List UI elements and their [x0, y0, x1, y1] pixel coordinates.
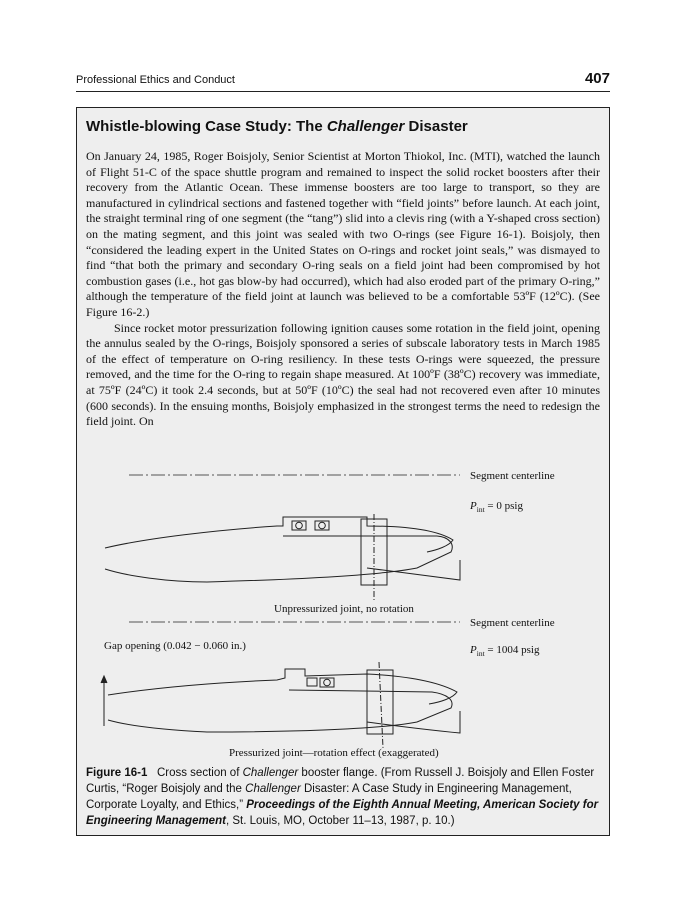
caption-proceedings: Proceedings of the Eighth Annual Meeting, American Society for Engineering Management	[86, 799, 599, 827]
bottom-pressure-symbol: P	[470, 644, 477, 656]
caption-text-4: , St. Louis, MO, October 11–13, 1987, p. 10.)	[225, 815, 455, 827]
top-pressure-subscript: int	[476, 505, 485, 514]
page-number: 407	[584, 70, 610, 87]
top-clevis-outline	[105, 517, 453, 552]
caption-text-2: booster flange. (From Russell J. Boisjoly and Ellen Foster Curtis, “Roger Boisjoly and the	[86, 767, 595, 795]
bottom-oring-secondary-ring	[324, 679, 331, 686]
top-centerline-label: Segment centerline	[470, 470, 555, 482]
bottom-joint-drawing	[101, 662, 460, 748]
caption-text-1: Cross section of	[156, 767, 243, 779]
top-joint-drawing	[105, 514, 460, 602]
running-title: Professional Ethics and Conduct	[76, 74, 235, 86]
caption-italic-1: Challenger	[242, 767, 299, 779]
top-tang-outline	[105, 536, 452, 582]
paragraph-1: On January 24, 1985, Roger Boisjoly, Senior Scientist at Morton Thiokol, Inc. (MTI), watched the launch of Flight 51-C of the space shuttle program and remained to inspect the solid rocket boosters after their recovery from the Atlantic Ocean. These immense boosters are too large to transport, so they are manufactured in cylindrical sections and fastened together with “field joints” before launch. At each joint, the straight terminal ring of one segment (the “tang”) slid into a clevis ring (with a Y-shaped cross section) on the mating segment, and this joint was sealed with two O-rings (see Figure 16-1). Boisjoly, then “considered the leading expert in the United States on O-rings and rocket joint seals,” was dismayed to find “that both the primary and secondary O-ring seals on a field joint had been compromised by hot combustion gases (i.e., hot gas blow-by had occurred), which had also eroded part of the primary O-ring,” although the temperature of the field joint at launch was believed to be a comfortable 53ºF (12ºC). (See Figure 16-2.)	[86, 149, 600, 319]
bottom-oring-primary	[307, 678, 317, 686]
gap-opening-label: Gap opening (0.042 − 0.060 in.)	[104, 640, 246, 652]
caption-text-3: Disaster: A Case Study in Engineering Management, Corporate Loyalty, and Ethics,”	[86, 783, 572, 811]
paragraph-2: Since rocket motor pressurization following ignition causes some rotation in the field joint, opening the annulus sealed by the O-rings, Boisjoly sponsored a series of subscale laboratory tests in March 1985 of the effect of temperature on O-ring resiliency. In these tests O-rings were squeezed, the pressure removed, and the time for the O-ring to regain shape measured. At 100ºF (38ºC) recovery was immediate, at 75ºF (24ºC) it took 2.4 seconds, but at 50ºF (10ºC) the seal had not recovered even after 10 minutes (600 seconds). In the ensuing months, Boisjoly emphasized in the strongest terms the need to redesign the field joint. On	[86, 320, 600, 429]
case-study-body	[86, 149, 600, 430]
bottom-pressure-value: = 1004 psig	[484, 644, 540, 656]
figure-label: Figure 16-1	[86, 767, 148, 779]
bottom-tang-outline	[108, 690, 452, 732]
top-joint-caption: Unpressurized joint, no rotation	[274, 603, 414, 615]
title-italic: Challenger	[326, 118, 405, 135]
case-study-title	[86, 118, 468, 135]
joint-cross-section-figure	[77, 464, 609, 760]
caption-italic-2: Challenger	[245, 783, 301, 795]
top-oring-secondary-ring	[319, 522, 326, 529]
bottom-joint-caption: Pressurized joint—rotation effect (exaggerated)	[229, 747, 439, 759]
top-pressure-label	[469, 500, 523, 514]
running-head	[76, 70, 610, 92]
title-prefix: Whistle-blowing Case Study: The	[86, 118, 327, 135]
top-oring-primary-ring	[296, 522, 303, 529]
bottom-pressure-label	[469, 644, 540, 658]
bottom-clevis-outline	[108, 669, 457, 704]
case-study-box	[76, 107, 610, 836]
gap-arrow-head	[101, 676, 107, 683]
bottom-centerline-label: Segment centerline	[470, 617, 555, 629]
title-suffix: Disaster	[404, 118, 468, 135]
bottom-pressure-subscript: int	[476, 649, 485, 658]
top-lower-segment	[367, 560, 460, 580]
top-pressure-symbol: P	[470, 500, 477, 512]
top-pressure-value: = 0 psig	[484, 500, 523, 512]
figure-caption	[86, 765, 604, 829]
